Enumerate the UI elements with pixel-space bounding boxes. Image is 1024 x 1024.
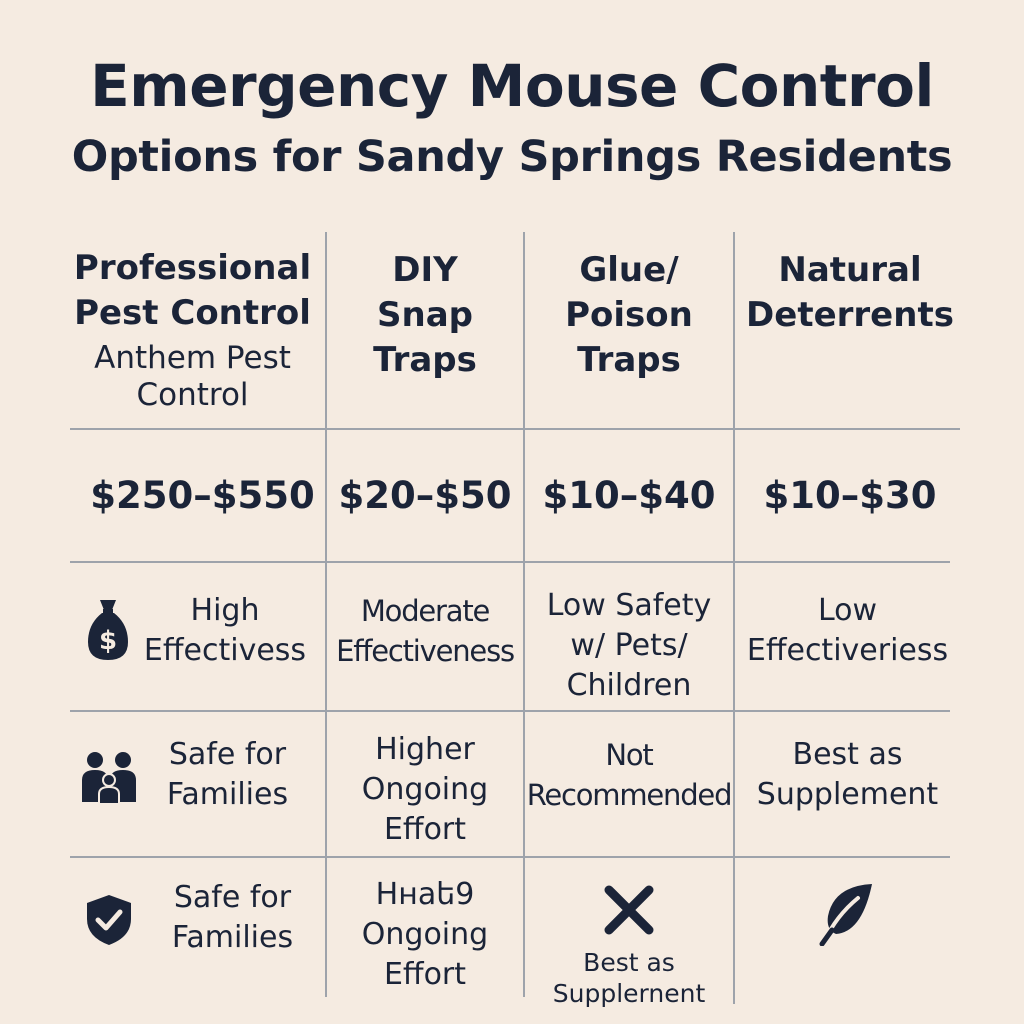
cell-line: Effort (383, 812, 467, 847)
column-header-glue-poison (525, 245, 733, 385)
safety-professional-repeat (145, 873, 320, 963)
family-icon (80, 750, 138, 806)
grid-divider (70, 561, 950, 563)
cell-line: Best as (792, 737, 903, 772)
cell-line: Higher (375, 732, 475, 767)
effort-diy-snap-repeat (327, 875, 523, 995)
header-line: Natural (778, 249, 922, 290)
shield-check-icon (85, 893, 133, 947)
recommendation-glue-poison (525, 730, 733, 820)
effectiveness-natural (735, 586, 960, 676)
cell-line: Supplement (756, 777, 939, 812)
header-line: Snap (377, 294, 473, 335)
header-line: Traps (577, 339, 681, 380)
svg-text:$: $ (98, 626, 118, 656)
header-subline: Anthem Pest (94, 340, 291, 376)
cell-line: Low (817, 593, 878, 628)
cell-line: Effectiveriess (746, 633, 949, 668)
grid-divider (70, 856, 950, 858)
price-professional: $250–$550 (90, 473, 315, 517)
page-title: Emergency Mouse Control (90, 52, 934, 120)
leaf-icon (818, 880, 876, 946)
cell-line: w/ Pets/ (570, 628, 688, 663)
cell-line: Recommended (526, 778, 732, 812)
column-header-professional (70, 240, 315, 420)
cell-line: Supplernent (552, 979, 706, 1008)
header-line: Deterrents (746, 294, 954, 335)
cell-line: Ongoing (361, 772, 489, 807)
header-line: Pest Control (74, 293, 311, 333)
cell-line: Effectivess (143, 633, 307, 668)
header-line: Poison (565, 294, 693, 335)
role-natural (735, 730, 960, 820)
header-line: Glue/ (579, 249, 679, 290)
cell-line: Best as (583, 948, 675, 977)
money-bag-icon (86, 598, 130, 662)
effort-diy-snap (327, 730, 523, 850)
role-glue-poison (525, 946, 733, 1010)
cell-line: Ongoing (361, 917, 489, 952)
header-line: Traps (373, 339, 477, 380)
grid-divider (70, 710, 950, 712)
cell-line: Not (605, 738, 653, 772)
cell-line: Low Safety (546, 588, 712, 623)
column-header-diy-snap (327, 245, 523, 385)
price-natural: $10–$30 (763, 473, 937, 517)
cell-line: Families (171, 920, 294, 955)
cell-line: Moderate (360, 594, 490, 628)
safety-professional (140, 730, 315, 820)
cell-line: Hнaե9 (375, 877, 475, 912)
header-line: DIY (392, 249, 458, 290)
cell-line: Effectiveness (336, 634, 514, 668)
price-glue-poison: $10–$40 (542, 473, 716, 517)
cell-line: Safe for (173, 880, 292, 915)
safety-glue-poison (525, 586, 733, 706)
cell-line: High (190, 593, 260, 628)
header-subline: Control (136, 377, 249, 413)
grid-divider (70, 428, 960, 430)
effectiveness-professional (135, 586, 315, 676)
x-icon (603, 884, 655, 936)
cell-line: Safe for (168, 737, 287, 772)
effectiveness-diy-snap (327, 586, 523, 676)
header-line: Professional (73, 248, 312, 288)
cell-line: Effort (383, 957, 467, 992)
page-subtitle: Options for Sandy Springs Residents (71, 132, 953, 182)
price-diy-snap: $20–$50 (338, 473, 512, 517)
cell-line: Children (566, 668, 692, 703)
cell-line: Families (166, 777, 289, 812)
column-header-natural (735, 245, 965, 340)
